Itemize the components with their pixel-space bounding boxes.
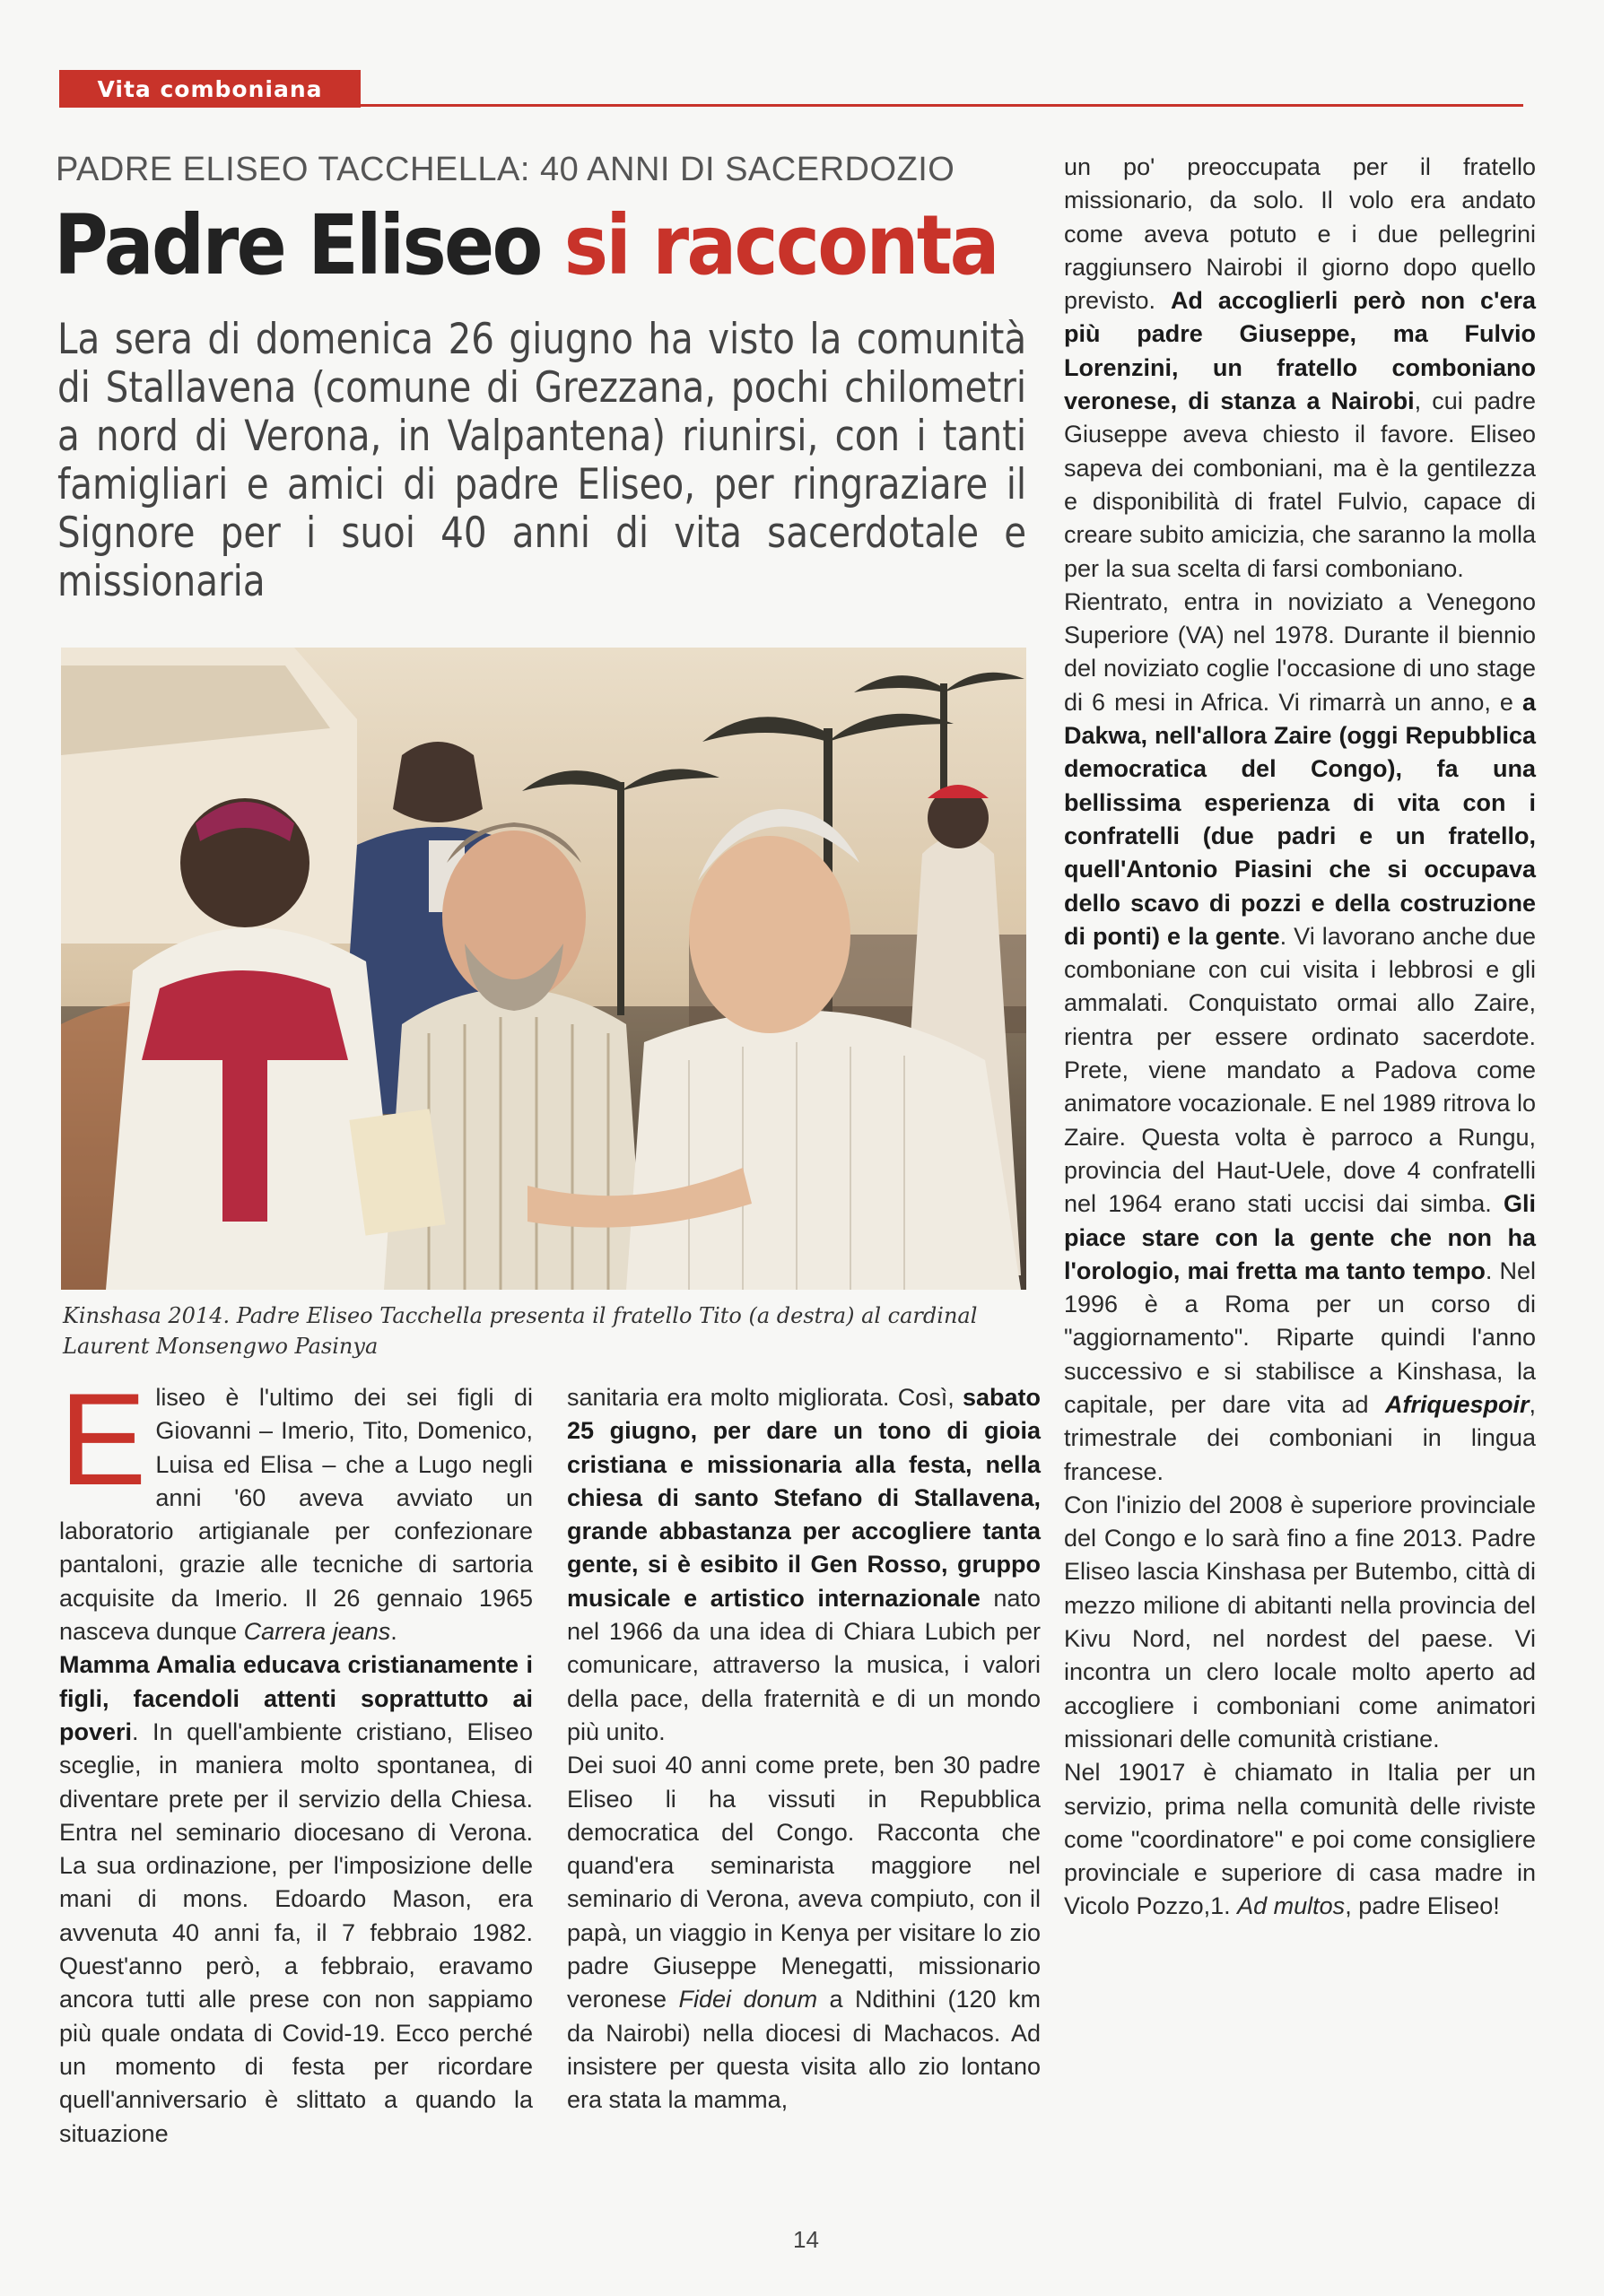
column-2-paragraph-1: sanitaria era molto migliorata. Così, sabato 25 giugno, per dare un tono di gioia cristiana e missionaria alla festa, nella chiesa di santo Stefano di Stallavena, grande abbastanza per accogliere tanta gente, si è esibito il Gen Rosso, gruppo musicale e artistico internazionale nato nel 1966 da una idea di Chiara Lubich per comunicare, attraverso la musica, i valori della pace, della fraternità e di un mondo più unito.	[567, 1384, 1041, 1745]
column-1-paragraph-1: Eliseo è l'ultimo dei sei figli di Giovanni – Imerio, Tito, Domenico, Luisa ed Elisa – che a Lugo negli anni '60 aveva avviato un laboratorio artigianale per confezionare pantaloni, grazie alle tecniche di sartoria acquisite da Imerio. Il 26 gennaio 1965 nasceva dunque Carrera jeans.	[59, 1366, 533, 1646]
section-label: Vita comboniana	[59, 70, 361, 108]
photo-caption: Kinshasa 2014. Padre Eliseo Tacchella presenta il fratello Tito (a destra) al cardinal Laurent Monsengwo Pasinya	[63, 1303, 978, 1359]
article-kicker: PADRE ELISEO TACCHELLA: 40 ANNI DI SACERDOZIO	[56, 151, 955, 188]
column-3-paragraph-3: Con l'inizio del 2008 è superiore provinciale del Congo e lo sarà fino a fine 2013. Padre Eliseo lascia Kinshasa per Butembo, città di mezzo milione di abitanti nella provincia del Kivu Nord, nel nordest del paese. Vi incontra un clero locale molto aperto ad accogliere i comboniani come animatori missionari delle comunità cristiane.	[1064, 1491, 1536, 1752]
section-header	[59, 70, 1523, 109]
column-3-paragraph-4: Nel 19017 è chiamato in Italia per un servizio, prima nella comunità delle riviste come "coordinatore" e poi come consigliere provinciale e superiore di casa madre in Vicolo Pozzo,1. Ad multos, padre Eliseo!	[1064, 1759, 1536, 1920]
article-column-2	[567, 1381, 1041, 2118]
headline-accent: si racconta	[563, 197, 998, 293]
column-3-paragraph-1: un po' preoccupata per il fratello missionario, da solo. Il volo era andato come aveva potuto e i due pellegrini raggiunsero Nairobi il giorno dopo quello previsto. Ad accoglierli però non c'era più padre Giuseppe, ma Fulvio Lorenzini, un fratello comboniano veronese, di stanza a Nairobi, cui padre Giuseppe aveva chiesto il favore. Eliseo sapeva dei comboniani, ma è la gentilezza e disponibilità di fratel Fulvio, capace di creare subito amicizia, che saranno la molla per la sua scelta di farsi comboniano.	[1064, 153, 1536, 582]
column-1-paragraph-2: Mamma Amalia educava cristianamente i figli, facendoli attenti soprattutto ai poveri. In quell'ambiente cristiano, Eliseo sceglie, in maniera molto spontanea, di diventare prete per il servizio della Chiesa. Entra nel seminario diocesano di Verona. La sua ordinazione, per l'imposizione delle mani di mons. Edoardo Mason, era avvenuta 40 anni fa, il 7 febbraio 1982. Quest'anno però, a febbraio, eravamo ancora tutti alle prese con non sappiamo più quale ondata di Covid-19. Ecco perché un momento di festa per ricordare quell'anniversario è slittato a quando la situazione	[59, 1651, 533, 2147]
photo-illustration	[61, 648, 1026, 1290]
section-rule	[361, 104, 1523, 107]
headline-main: Padre Eliseo	[54, 197, 564, 293]
article-lead: La sera di domenica 26 giugno ha visto la comunità di Stallavena (comune di Grezzana, pochi chilometri a nord di Verona, in Valpantena) riunirsi, con i tanti famigliari e amici di padre Eliseo, per ringraziare il Signore per i suoi 40 anni di vita sacerdotale e missionaria	[57, 315, 1027, 606]
drop-cap: E	[59, 1366, 147, 1512]
article-column-3	[1064, 151, 1536, 1924]
page-number: 14	[793, 2226, 819, 2253]
article-column-1	[59, 1366, 533, 2151]
article-photo	[61, 648, 1026, 1290]
column-3-paragraph-2: Rientrato, entra in noviziato a Venegono Superiore (VA) nel 1978. Durante il biennio del noviziato coglie l'occasione di uno stage di 6 mesi in Africa. Vi rimarrà un anno, e a Dakwa, nell'allora Zaire (oggi Repubblica democratica del Congo), fa una bellissima esperienza di vita con i confratelli (due padri e un fratello, quell'Antonio Piasini che si occupava dello scavo di pozzi e della costruzione di ponti) e la gente. Vi lavorano anche due comboniane con cui visita i lebbrosi e gli ammalati. Conquistato ormai allo Zaire, rientra per essere ordinato sacerdote. Prete, viene mandato a Padova come animatore vocazionale. E nel 1989 ritrova lo Zaire. Questa volta è parroco a Rungu, provincia del Haut-Uele, dove 4 confratelli nel 1964 erano stati uccisi dai simba. Gli piace stare con la gente che non ha l'orologio, mai fretta ma tanto tempo. Nel 1996 è a Roma per un corso di "aggiornamento". Riparte quindi l'anno successivo e si stabilisce a Kinshasa, la capitale, per dare vita ad Afriquespoir, trimestrale dei comboniani in lingua francese.	[1064, 587, 1536, 1485]
column-2-paragraph-2: Dei suoi 40 anni come prete, ben 30 padre Eliseo li ha vissuti in Repubblica democratica del Congo. Racconta che quand'era seminarista maggiore nel seminario di Verona, aveva compiuto, con il papà, un viaggio in Kenya per visitare lo zio padre Giuseppe Menegatti, missionario veronese Fidei donum a Ndithini (120 km da Nairobi) nella diocesi di Machacos. Ad insistere per questa visita allo zio lontano era stata la mamma,	[567, 1752, 1041, 2114]
article-headline	[54, 197, 998, 293]
